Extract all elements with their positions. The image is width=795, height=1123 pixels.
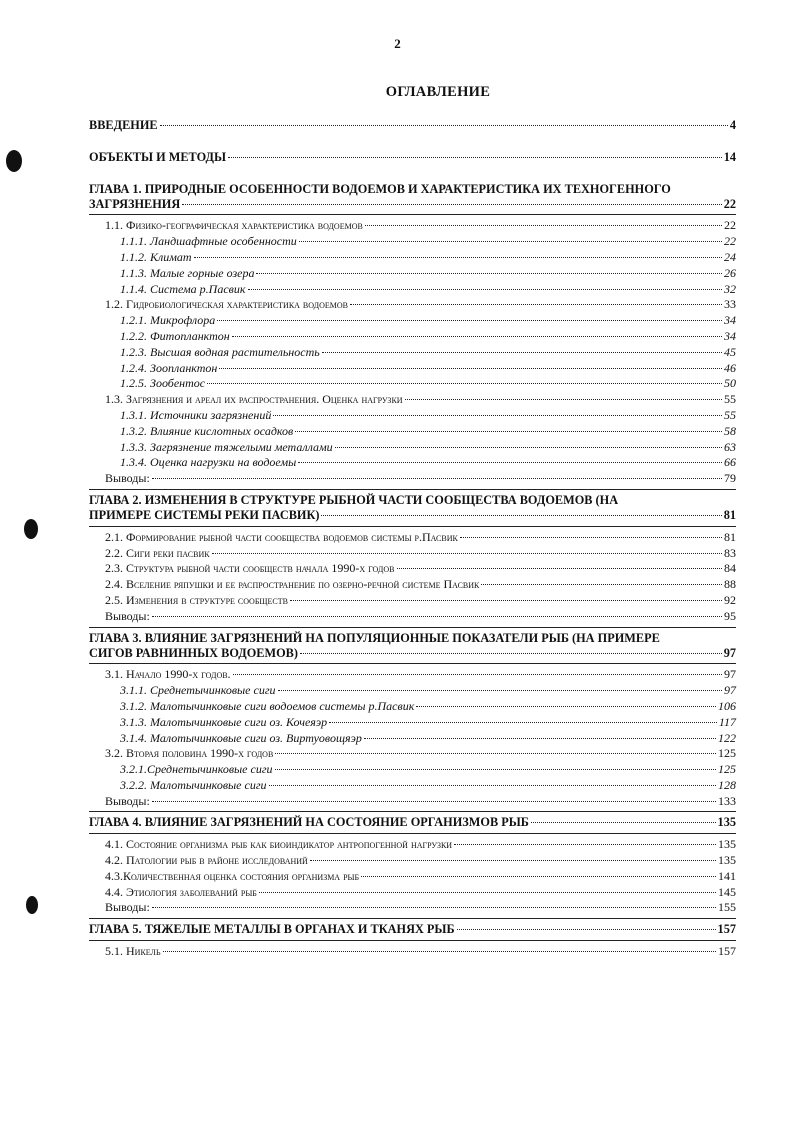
toc-entry-page: 155: [718, 900, 736, 915]
toc-entry: [89, 546, 736, 562]
dot-leader: [228, 157, 722, 158]
dot-leader: [335, 447, 722, 448]
toc-entry-page: 125: [718, 762, 736, 777]
dot-leader: [321, 515, 721, 516]
toc-entry: [89, 794, 736, 810]
dot-leader: [219, 368, 722, 369]
toc-entry: [89, 266, 736, 282]
dot-leader: [207, 383, 722, 384]
dot-leader: [160, 125, 728, 126]
toc-entry: [89, 182, 736, 197]
dot-leader: [217, 320, 722, 321]
toc-entry: [89, 197, 736, 213]
toc-entry-page: 22: [724, 218, 736, 233]
toc-entry-page: 117: [718, 714, 736, 729]
toc-entry-page: 95: [724, 608, 736, 623]
dot-leader: [194, 257, 722, 258]
divider: [89, 526, 736, 527]
dot-leader: [322, 352, 722, 353]
toc-entry-page: 92: [724, 592, 736, 607]
toc-entry-page: 157: [718, 944, 736, 959]
toc-entry: [89, 593, 736, 609]
toc-entry-label: 1.2.1. Микрофлора: [120, 313, 216, 328]
ink-blot-2: [24, 519, 38, 539]
toc-entry: [89, 392, 736, 408]
toc-entry-label: 4.1. Состояние организма рыб как биоиндикатор антропогенной нагрузки: [105, 837, 453, 852]
toc-entry: [89, 455, 736, 471]
toc-entry-label: 1.3.1. Источники загрязнений: [120, 407, 272, 422]
toc-entry: [89, 699, 736, 715]
toc-entry: [89, 345, 736, 361]
dot-leader: [212, 553, 722, 554]
dot-leader: [295, 431, 722, 432]
divider: [89, 489, 736, 490]
toc-entry-label: 2.4. Вселение ряпушки и ее распространение по озерно-речной системе Пасвик: [105, 577, 480, 592]
toc-entry-page: 34: [724, 328, 736, 343]
toc-entry: [89, 530, 736, 546]
toc-entry: [89, 408, 736, 424]
dot-leader: [397, 568, 723, 569]
toc-entry-label: Выводы:: [105, 793, 150, 808]
divider: [89, 940, 736, 941]
toc-entry-page: 63: [724, 439, 736, 454]
toc-entry-page: 157: [717, 922, 736, 937]
toc-entry-label: 1.1.2. Климат: [120, 249, 192, 264]
toc-entry-label: 1.3. Загрязнения и ареал их распространения. Оценка нагрузки: [105, 392, 403, 407]
toc-entry: [89, 715, 736, 731]
dot-leader: [457, 929, 716, 930]
toc-entry: [89, 683, 736, 699]
toc-entry: [89, 376, 736, 392]
dot-leader: [350, 304, 722, 305]
toc-entry-label: 1.3.3. Загрязнение тяжелыми металлами: [120, 439, 333, 454]
toc-entry-page: 55: [724, 392, 736, 407]
toc-entry-page: 45: [724, 344, 736, 359]
toc-entry: [89, 746, 736, 762]
toc-entry-label: 4.4. Этиология заболеваний рыб: [105, 884, 257, 899]
ink-blot-1: [6, 150, 22, 172]
toc-entry-label: ЗАГРЯЗНЕНИЯ: [89, 196, 181, 211]
toc-entry: [89, 885, 736, 901]
dot-leader: [460, 537, 722, 538]
toc-entry-page: 22: [724, 234, 736, 249]
toc-entry: [89, 577, 736, 593]
toc-entry-label: 1.1.3. Малые горные озера: [120, 265, 255, 280]
toc-entry: [89, 900, 736, 916]
toc-entry: [89, 150, 736, 166]
dot-leader: [163, 951, 716, 952]
divider: [89, 214, 736, 215]
toc-entry: [89, 250, 736, 266]
toc-entry-label: 2.2. Сиги реки пасвик: [105, 545, 210, 560]
toc-entry-page: 97: [724, 667, 736, 682]
toc-entry-label: Выводы:: [105, 471, 150, 486]
toc-entry-label: 3.1.1. Среднетычинковые сиги: [120, 683, 276, 698]
toc-entry: [89, 508, 736, 524]
dot-leader: [481, 584, 722, 585]
toc-entry-label: 4.3.Количественная оценка состояния организма рыб: [105, 868, 360, 883]
toc-entry: [89, 869, 736, 885]
toc-entry: [89, 922, 736, 938]
toc-entry-page: 14: [723, 149, 736, 164]
divider: [89, 833, 736, 834]
dot-leader: [259, 892, 716, 893]
dot-leader: [273, 415, 722, 416]
toc-entry-page: 58: [724, 423, 736, 438]
dot-leader: [248, 289, 723, 290]
toc-entry: [89, 762, 736, 778]
toc-entry: [89, 631, 736, 646]
toc-entry-label: 3.2. Вторая половина 1990-х годов: [105, 746, 274, 761]
toc-entry-label: 3.1.2. Малотычинковые сиги водоемов системы р.Пасвик: [120, 698, 415, 713]
toc-entry-label: 1.1. Физико-географическая характеристика водоемов: [105, 218, 363, 233]
dot-leader: [290, 600, 722, 601]
dot-leader: [361, 876, 716, 877]
toc-entry-label: ВВЕДЕНИЕ: [89, 118, 158, 132]
divider: [89, 811, 736, 812]
dot-leader: [182, 204, 721, 205]
toc-entry-page: 141: [718, 868, 736, 883]
toc-entry-page: 133: [718, 793, 736, 808]
toc-entry-page: 26: [724, 265, 736, 280]
toc-entry: [89, 815, 736, 831]
toc-entry-label: Выводы:: [105, 900, 150, 915]
dot-leader: [416, 706, 716, 707]
dot-leader: [256, 273, 722, 274]
toc-entry: [89, 313, 736, 329]
toc-entry-page: 125: [718, 746, 736, 761]
dot-leader: [329, 722, 717, 723]
toc-entry-label: 2.3. Структура рыбной части сообществ начала 1990-х годов: [105, 561, 395, 576]
toc-entry-page: 81: [723, 507, 736, 522]
divider: [89, 627, 736, 628]
toc-entry-label: 1.3.4. Оценка нагрузки на водоемы: [120, 455, 297, 470]
toc-entry-label: ГЛАВА 5. ТЯЖЕЛЫЕ МЕТАЛЛЫ В ОРГАНАХ И ТКАНЯХ РЫБ: [89, 922, 455, 937]
toc-entry: [89, 118, 736, 134]
toc-entry-label: Выводы:: [105, 608, 150, 623]
toc-entry-label: ГЛАВА 3. ВЛИЯНИЕ ЗАГРЯЗНЕНИЙ НА ПОПУЛЯЦИОННЫЕ ПОКАЗАТЕЛИ РЫБ (НА ПРИМЕРЕ: [89, 630, 660, 645]
toc-entry-page: 32: [724, 281, 736, 296]
toc-entry: [89, 424, 736, 440]
page-number: 2: [394, 36, 401, 51]
toc-entry-label: ГЛАВА 1. ПРИРОДНЫЕ ОСОБЕННОСТИ ВОДОЕМОВ И ХАРАКТЕРИСТИКА ИХ ТЕХНОГЕННОГО: [89, 181, 671, 196]
toc-entry-label: 2.1. Формирование рыбной части сообщества водоемов системы р.Пасвик: [105, 529, 458, 544]
toc-entry-page: 97: [723, 645, 736, 660]
dot-leader: [232, 336, 722, 337]
toc-entry-label: 1.1.4. Система р.Пасвик: [120, 281, 246, 296]
dot-leader: [405, 399, 722, 400]
toc-entry-label: 1.2.3. Высшая водная растительность: [120, 344, 320, 359]
toc-entry: [89, 329, 736, 345]
toc-entry-page: 34: [724, 313, 736, 328]
toc-entry-label: ПРИМЕРЕ СИСТЕМЫ РЕКИ ПАСВИК): [89, 507, 320, 522]
toc-entry-page: 81: [724, 529, 736, 544]
table-of-contents: [89, 118, 736, 960]
dot-leader: [298, 462, 722, 463]
toc-entry: [89, 646, 736, 662]
toc-entry-page: 106: [718, 698, 736, 713]
toc-entry: [89, 297, 736, 313]
toc-entry-page: 66: [724, 455, 736, 470]
toc-title: ОГЛАВЛЕНИЕ: [385, 84, 491, 100]
toc-entry: [89, 609, 736, 625]
toc-entry: [89, 282, 736, 298]
toc-entry-label: 1.2. Гидробиологическая характеристика водоемов: [105, 297, 348, 312]
toc-entry-page: 24: [724, 249, 736, 264]
toc-entry: [89, 234, 736, 250]
toc-entry: [89, 944, 736, 960]
toc-entry-page: 50: [724, 376, 736, 391]
dot-leader: [299, 241, 722, 242]
dot-leader: [152, 478, 722, 479]
toc-entry-page: 4: [729, 118, 736, 132]
toc-entry: [89, 361, 736, 377]
toc-entry-label: 1.2.4. Зоопланктон: [120, 360, 218, 375]
dot-leader: [275, 753, 716, 754]
dot-leader: [152, 907, 716, 908]
toc-entry-page: 135: [718, 837, 736, 852]
toc-entry: [89, 218, 736, 234]
toc-entry: [89, 471, 736, 487]
toc-entry-label: 1.3.2. Влияние кислотных осадков: [120, 423, 294, 438]
dot-leader: [365, 225, 722, 226]
toc-entry-page: 46: [724, 360, 736, 375]
divider: [89, 663, 736, 664]
toc-entry: [89, 778, 736, 794]
toc-entry-page: 79: [724, 471, 736, 486]
toc-entry-label: 3.1.3. Малотычинковые сиги оз. Кочеяэр: [120, 714, 328, 729]
toc-entry-label: 3.1.4. Малотычинковые сиги оз. Виртуовощяэр: [120, 730, 362, 745]
dot-leader: [233, 674, 722, 675]
toc-entry-label: 5.1. Никель: [105, 944, 161, 959]
dot-leader: [278, 690, 722, 691]
toc-entry-label: СИГОВ РАВНИННЫХ ВОДОЕМОВ): [89, 645, 298, 660]
divider: [89, 918, 736, 919]
dot-leader: [300, 653, 722, 654]
dot-leader: [454, 844, 716, 845]
toc-entry-page: 128: [718, 777, 736, 792]
toc-entry-page: 33: [724, 297, 736, 312]
toc-entry-label: 3.2.1.Среднетычинковые сиги: [120, 762, 273, 777]
dot-leader: [269, 785, 716, 786]
toc-entry-page: 135: [718, 853, 736, 868]
toc-entry-label: 3.1. Начало 1990-х годов.: [105, 667, 231, 682]
toc-entry-page: 135: [717, 815, 736, 830]
toc-entry: [89, 667, 736, 683]
toc-entry-label: ГЛАВА 4. ВЛИЯНИЕ ЗАГРЯЗНЕНИЙ НА СОСТОЯНИЕ ОРГАНИЗМОВ РЫБ: [89, 815, 529, 830]
dot-leader: [275, 769, 716, 770]
toc-entry-page: 22: [723, 196, 736, 211]
dot-leader: [310, 860, 716, 861]
toc-entry-page: 83: [724, 545, 736, 560]
toc-entry-label: 4.2. Патологии рыб в районе исследований: [105, 853, 308, 868]
toc-entry-label: 1.1.1. Ландшафтные особенности: [120, 234, 297, 249]
toc-entry: [89, 561, 736, 577]
toc-entry-page: 97: [724, 683, 736, 698]
toc-entry-page: 88: [724, 577, 736, 592]
toc-entry-label: ОБЪЕКТЫ И МЕТОДЫ: [89, 149, 227, 164]
toc-entry: [89, 853, 736, 869]
toc-entry-page: 145: [718, 884, 736, 899]
toc-entry-label: 2.5. Изменения в структуре сообществ: [105, 592, 288, 607]
toc-entry-page: 122: [718, 730, 736, 745]
toc-entry-page: 55: [724, 407, 736, 422]
ink-blot-3: [26, 896, 38, 914]
toc-entry-label: 1.2.5. Зообентос: [120, 376, 206, 391]
toc-entry-page: 84: [724, 561, 736, 576]
toc-entry: [89, 731, 736, 747]
toc-entry-label: 1.2.2. Фитопланктон: [120, 328, 230, 343]
toc-entry: [89, 493, 736, 508]
toc-entry-label: ГЛАВА 2. ИЗМЕНЕНИЯ В СТРУКТУРЕ РЫБНОЙ ЧАСТИ СООБЩЕСТВА ВОДОЕМОВ (НА: [89, 492, 619, 507]
toc-entry: [89, 440, 736, 456]
dot-leader: [364, 738, 716, 739]
dot-leader: [152, 616, 722, 617]
toc-entry-label: 3.2.2. Малотычинковые сиги: [120, 777, 267, 792]
dot-leader: [531, 822, 716, 823]
spacer: [89, 166, 736, 182]
spacer: [89, 134, 736, 150]
dot-leader: [152, 801, 716, 802]
toc-entry: [89, 837, 736, 853]
